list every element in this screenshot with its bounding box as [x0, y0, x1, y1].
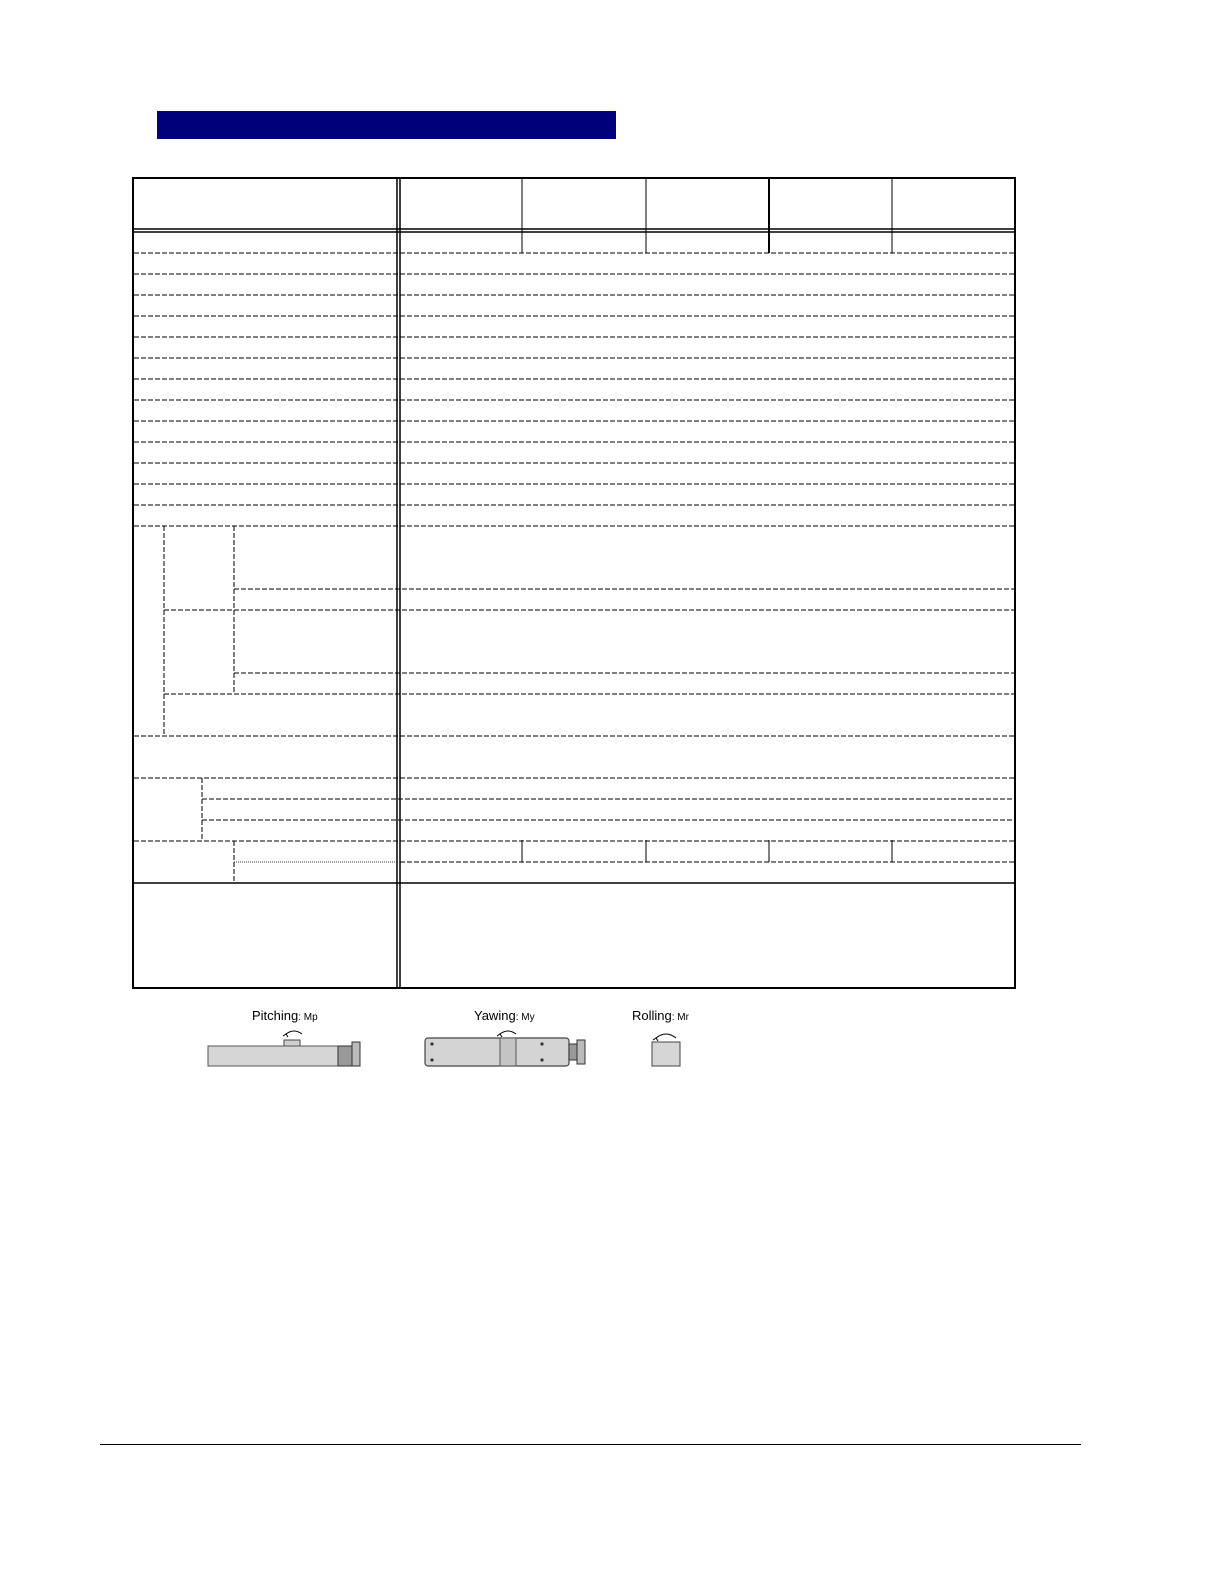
rolling-label: Rolling: Mr: [632, 1008, 689, 1023]
yawing-moment-icon: [422, 1028, 588, 1068]
pitching-moment-icon: [206, 1028, 362, 1068]
footer-rule: [100, 1444, 1081, 1445]
pitching-label: Pitching: Mp: [252, 1008, 318, 1023]
rolling-moment-icon: [648, 1028, 684, 1068]
section-title-bar: [157, 111, 616, 139]
yawing-label: Yawing: My: [474, 1008, 535, 1023]
specification-table: [132, 177, 1016, 989]
moment-diagrams: [200, 1000, 720, 1080]
